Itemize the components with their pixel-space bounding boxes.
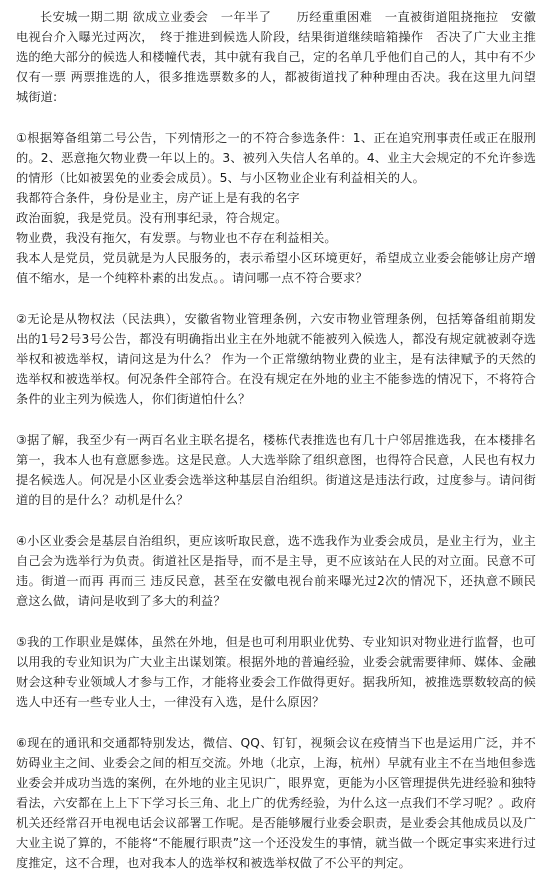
question-4: ④小区业委会是基层自治组织，更应该听取民意，选不选我作为业委会成员，是业主行为，业主自己会为选举行为负责。街道社区是指导，而不是主导，更不应该站在人民的对立面。民意不可违。街道一而再 再而三 违反民意，甚至在安徽电视台前来曝光过2次的情况下，还执意不顾民意这么做，请问是收到了多大的利益？ (16, 534, 536, 608)
paragraph-gap (16, 409, 536, 430)
question-5: ⑤我的工作职业是媒体，虽然在外地，但是也可利用职业优势、专业知识对物业进行监督，也可以用我的专业知识为广大业主出谋划策。根据外地的普遍经验，业委会就需要律师、媒体、金融财会这种专业领域人才参与工作，才能将业委会工作做得更好。据我所知，被推选票数较高的候选人中还有一些专业人士，一律没有入选，是什么原因？ (16, 635, 536, 709)
paragraph-gap (16, 712, 536, 733)
question-1-body: ①根据筹备组第二号公告，下列情形之一的不符合参选条件：1、正在追究刑事责任或正在服刑的。2、恶意拖欠物业费一年以上的。3、被列入失信人名单的。4、业主大会规定的不允许参选的情形（比如被罢免的业委会成员）。5、与小区物业企业有利益相关的人。 (16, 131, 536, 185)
question-3: ③据了解，我至少有一两百名业主联名提名，楼栋代表推选也有几十户邻居推选我，在本楼排名第一，我本人也有意愿参选。这是民意。人大选举除了组织意图，也得符合民意，人民也有权力提名候选人。何况是小区业委会选举这种基层自治组织。街道这是违法行政，过度参与。请问街道的目的是什么？动机是什么？ (16, 433, 536, 507)
paragraph-gap (16, 510, 536, 531)
paragraph-gap (16, 611, 536, 632)
question-1-line-1: 我都符合条件，身份是业主，房产证上是有我的名字 (16, 191, 300, 205)
question-2: ②无论是从物权法（民法典），安徽省物业管理条例，六安市物业管理条例，包括筹备组前期发出的1号2号3号公告，都没有明确指出业主在外地就不能被列入候选人，都没有规定就被剥夺选举权和被选举权，请问这是为什么？ 作为一个正常缴纳物业费的业主，是有法律赋予的天然的选举权和被选举权。何况条件全部符合。在没有规定在外地的业主不能参选的情况下，不将符合条件的业主列为候选人，你们街道怕什么？ (16, 312, 536, 406)
question-6: ⑥现在的通讯和交通都特别发达，微信、QQ、钉钉，视频会议在疫情当下也是运用广泛，并不妨碍业主之间、业委会之间的相互交流。外地（北京，上海，杭州）早就有业主不在当地但参选业委会并成功当选的案例，在外地的业主见识广，眼界宽，更能为小区管理提供先进经验和独特看法，六安都在上上下下学习长三角、北上广的优秀经验，为什么这一点我们不学习呢？。政府机关还经常召开电视电话会议部署工作呢。是否能够履行业委会职责，是业委会其他成员以及广大业主说了算的，不能将“不能履行职责”这一个还没发生的事情，就当做一个既定事实来进行过度推定，这不合理，也对我本人的选举权和被选举权做了不公平的判定。 (16, 736, 536, 870)
intro-paragraph: 长安城一期二期 欲成立业委会 一年半了 历经重重困难 一直被街道阻挠拖拉 安徽电视台介入曝光过两次， 终于推进到候选人阶段，结果街道继续暗箱操作 否决了广大业主推选的绝大部分的候选人和楼幢代表，其中就有我自己，定的名单几乎他们自己的人，其中有不少仅有一票 两票推选的人，很多推选票数多的人，都被街道找了种种理由否决。我在这里九问望城街道: (16, 10, 536, 104)
question-1-line-3: 物业费，我没有拖欠，有发票。与物业也不存在利益相关。 (16, 231, 337, 245)
question-1 (16, 128, 536, 288)
question-1-line-2: 政治面貌，我是党员。没有刑事纪录，符合规定。 (16, 211, 288, 225)
paragraph-gap (16, 288, 536, 309)
question-1-line-4: 我本人是党员，党员就是为人民服务的，表示希望小区环境更好，希望成立业委会能够让房产增值不缩水，是一个纯粹朴素的出发点。。请问哪一点不符合要求？ (16, 251, 536, 285)
paragraph-gap (16, 107, 536, 128)
